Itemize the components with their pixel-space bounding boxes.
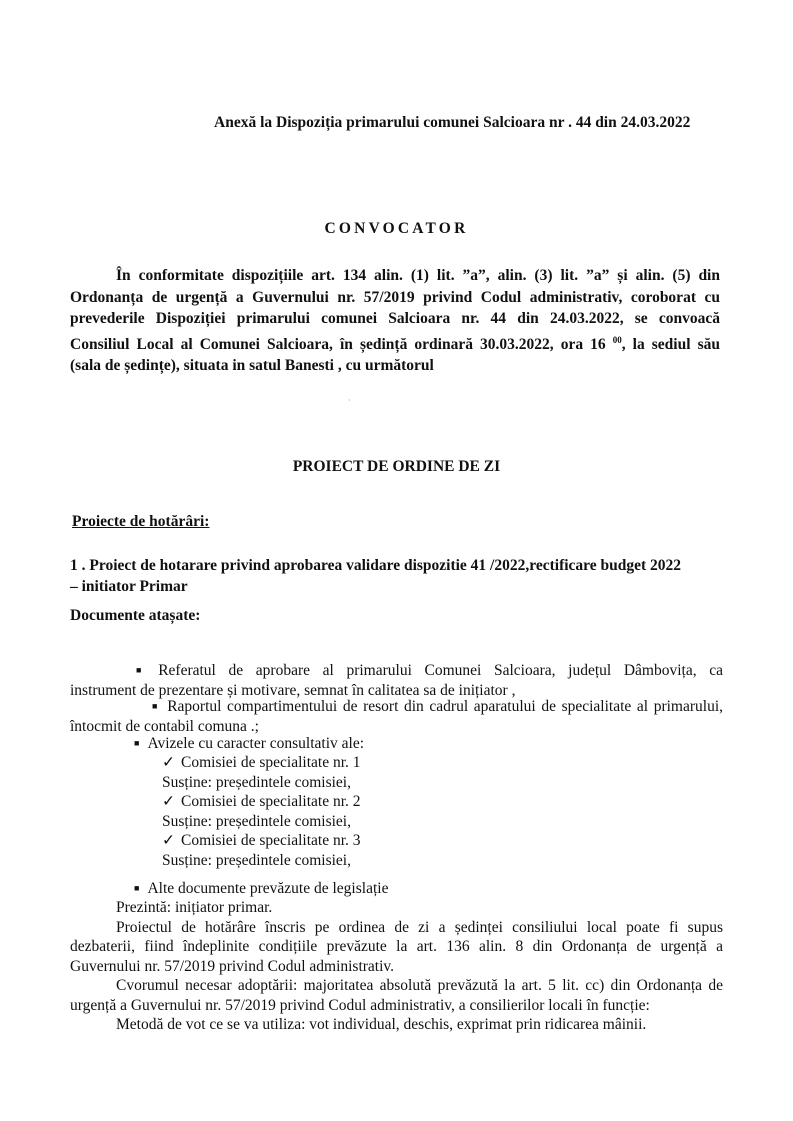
commission-support: Susține: președintele comisiei, [162, 773, 351, 791]
voting-method: Metodă de vot ce se va utiliza: vot individual, deschis, exprimat prin ridicarea mâinii. [116, 1016, 647, 1033]
document-line [134, 879, 388, 899]
commission-name [162, 753, 361, 773]
intro-line: prevederile Dispoziției primarului comunei Salcioara nr. 44 din 24.03.2022, se convoacă [70, 310, 720, 327]
document-line [70, 661, 723, 681]
intro-line: În conformitate dispozițiile art. 134 alin. (1) lit. ”a”, alin. (3) lit. ”a” și alin. (5) din [116, 267, 720, 284]
document-referat [70, 661, 723, 700]
checkmark-icon: ✓ [162, 754, 175, 771]
square-bullet-icon: ■ [152, 701, 160, 711]
document-other [134, 879, 388, 899]
intro-line-part: , la sediul său [621, 335, 721, 353]
document-line: instrument de prezentare și motivare, semnat în calitatea sa de inițiator , [70, 681, 516, 699]
square-bullet-icon: ■ [134, 738, 140, 748]
commission-text: Comisiei de specialitate nr. 1 [181, 754, 361, 771]
intro-line: (sala de ședințe), situata in satul Banesti , cu următorul [70, 357, 434, 375]
commission-list [162, 753, 361, 870]
checkmark-icon: ✓ [162, 793, 175, 810]
document-avize [134, 734, 364, 754]
time-superscript: 00 [612, 334, 622, 345]
closing-line: Proiectul de hotărâre înscris pe ordinea de zi a ședinței consiliului local poate fi supus [116, 918, 723, 936]
closing-section [70, 898, 723, 1035]
document-text: Avizele cu caracter consultativ ale: [147, 735, 365, 752]
document-text: Alte documente prevăzute de legislație [147, 880, 389, 897]
intro-line: Ordonanța de urgență a Guvernului nr. 57/2019 privind Codul administrativ, coroborat cu [70, 288, 720, 306]
square-bullet-icon: ■ [134, 883, 140, 893]
documents-title: Documente atașate: [70, 607, 201, 624]
agenda-item-line: 1 . Proiect de hotarare privind aprobarea validare dispozitie 41 /2022,rectificare budget 2022 [70, 557, 682, 574]
agenda-item-1 [70, 555, 681, 597]
section-title: Proiecte de hotărâri: [72, 513, 210, 530]
presenter-line: Prezintă: inițiator primar. [116, 899, 273, 916]
document-line [70, 697, 723, 717]
commission-support: Susține: președintele comisiei, [162, 812, 351, 830]
closing-line: dezbaterii, fiind îndeplinite condițiile prevăzute la art. 136 alin. 8 din Ordonanța de urgență a [70, 938, 723, 955]
intro-line [70, 330, 720, 356]
intro-paragraph [70, 265, 720, 377]
document-line [134, 734, 364, 754]
closing-line: Cvorumul necesar adoptării: majoritatea absolută prevăzută la art. 5 lit. cc) din Ordonanța de [116, 977, 723, 994]
commission-text: Comisiei de specialitate nr. 3 [181, 832, 361, 849]
closing-line: urgență a Guvernului nr. 57/2019 privind Codul administrativ, a consilierilor locali în funcție: [70, 996, 650, 1014]
commission-name [162, 792, 361, 812]
commission-name [162, 831, 361, 851]
scan-speck: · [348, 396, 351, 405]
document-title: CONVOCATOR [324, 220, 469, 237]
annex-reference: Anexă la Dispoziția primarului comunei Salcioara nr . 44 din 24.03.2022 [214, 114, 691, 131]
closing-line: Guvernului nr. 57/2019 privind Codul administrativ. [70, 957, 395, 975]
agenda-title: PROIECT DE ORDINE DE ZI [292, 458, 501, 475]
document-text: Raportul compartimentului de resort din cadrul aparatului de specialitate al primarului, [167, 698, 724, 715]
square-bullet-icon: ■ [136, 665, 151, 675]
checkmark-icon: ✓ [162, 832, 175, 849]
commission-text: Comisiei de specialitate nr. 2 [181, 793, 361, 810]
document-text: Referatul de aprobare al primarului Comunei Salcioara, județul Dâmbovița, ca [158, 662, 723, 679]
document-line: întocmit de contabil comuna .; [70, 717, 259, 735]
agenda-item-line: – initiator Primar [70, 578, 188, 595]
document-raport [70, 697, 723, 736]
commission-support: Susține: președintele comisiei, [162, 851, 351, 869]
intro-line-part: Consiliul Local al Comunei Salcioara, în ședință ordinară 30.03.2022, ora 16 [70, 335, 613, 353]
